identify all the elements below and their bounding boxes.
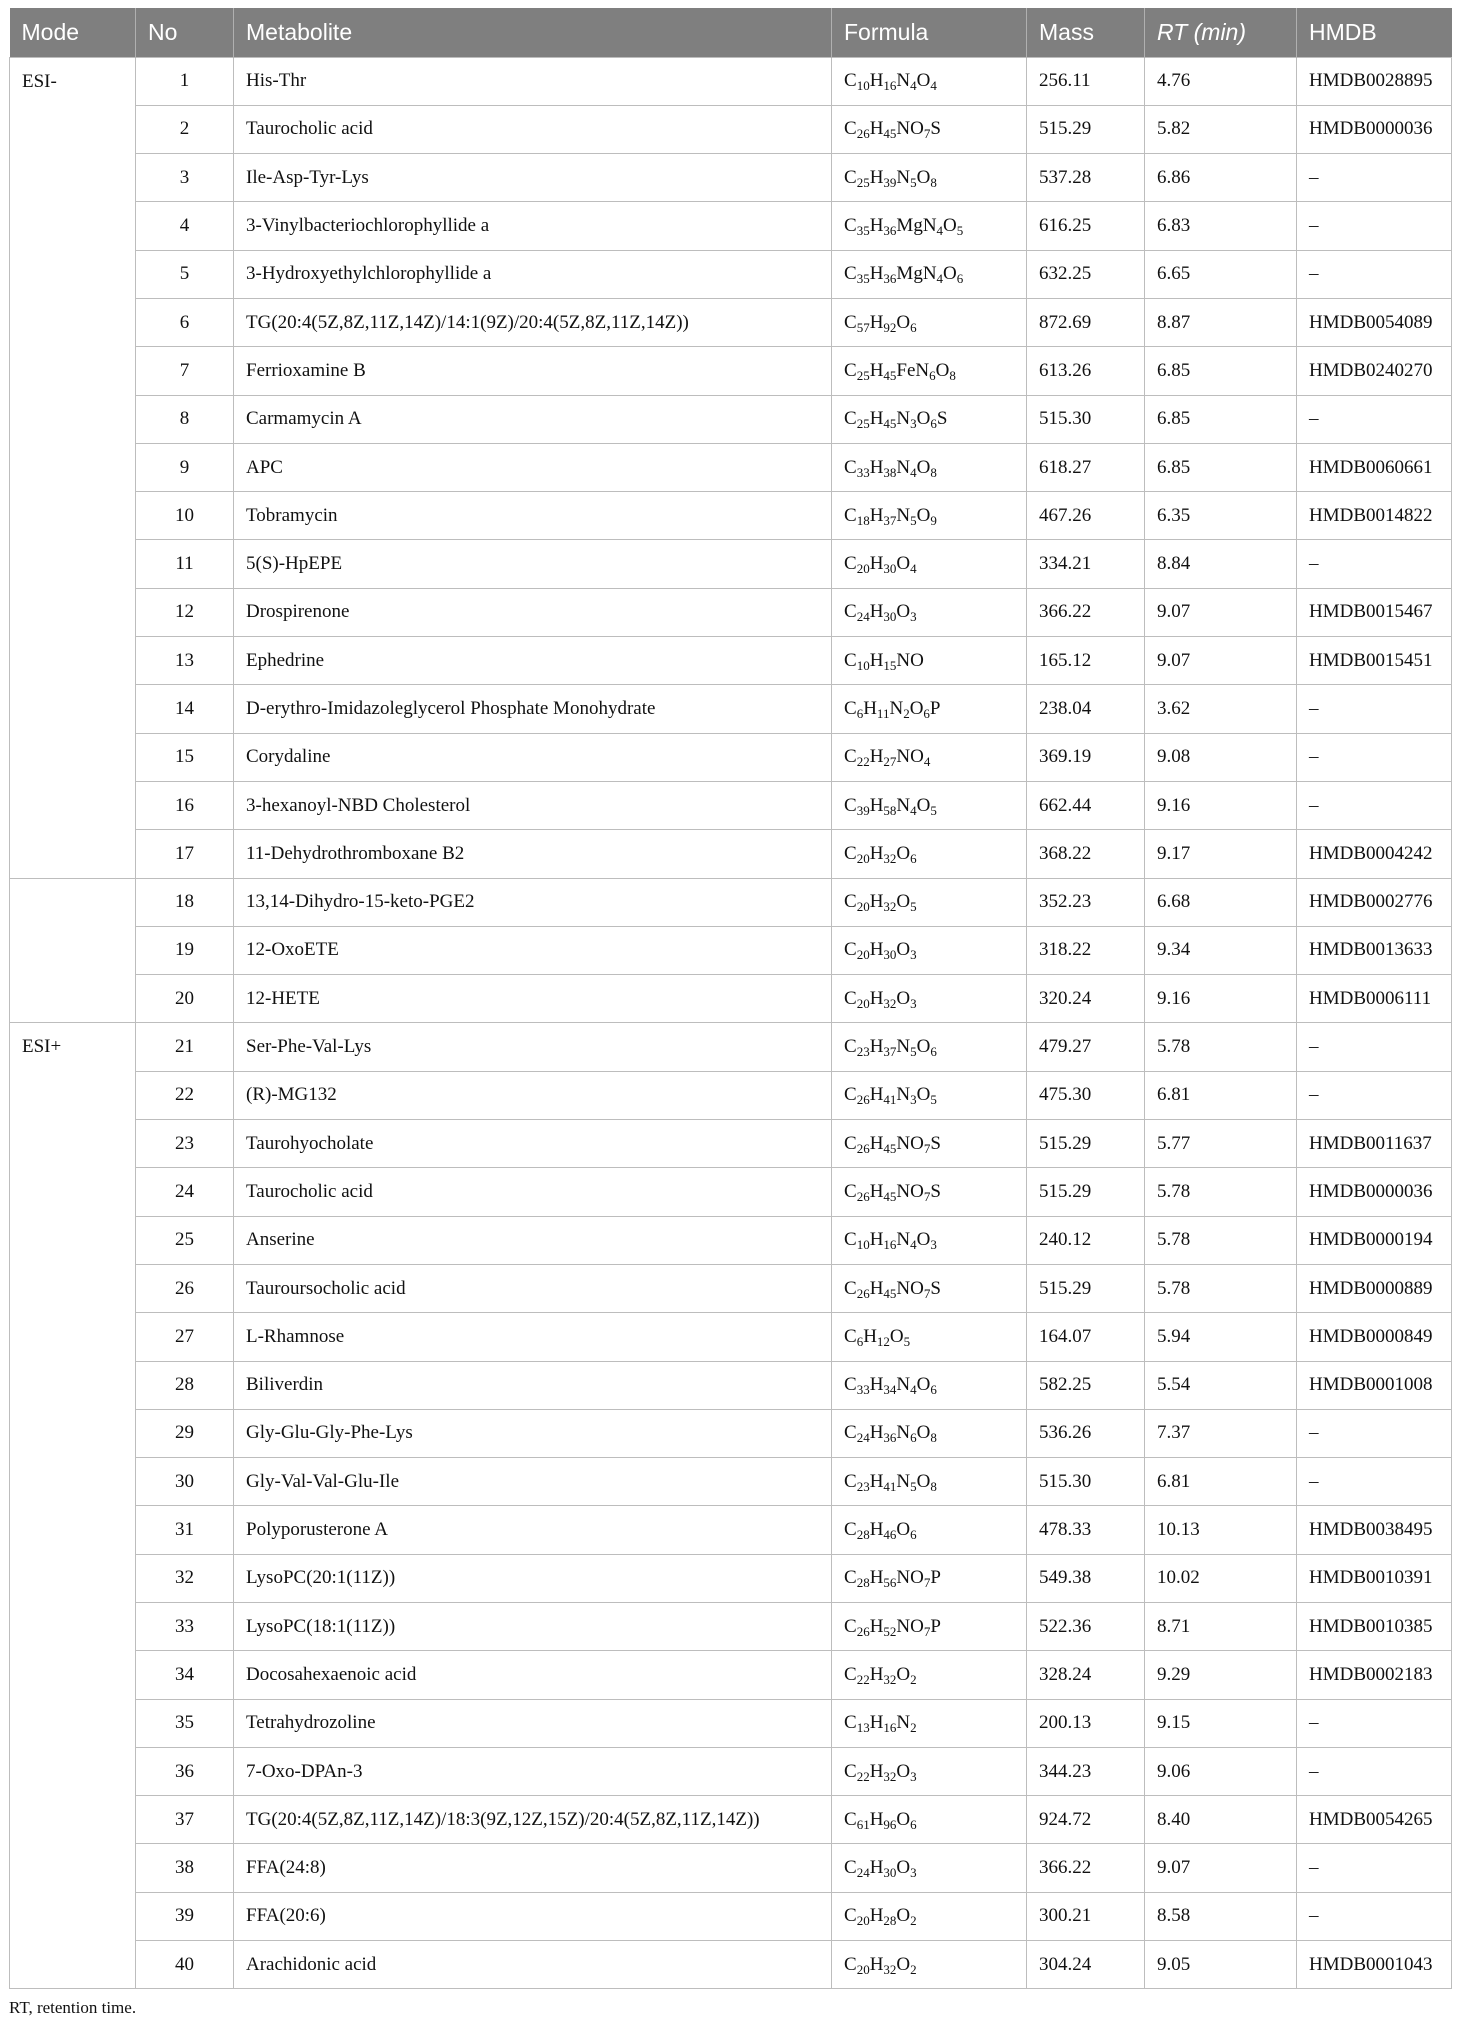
no-cell: 6 <box>136 298 234 346</box>
table-row <box>10 395 1452 443</box>
table-row <box>10 1361 1452 1409</box>
rt-cell: 6.81 <box>1145 1458 1297 1506</box>
table-row <box>10 492 1452 540</box>
rt-cell: 9.29 <box>1145 1651 1297 1699</box>
header-mass: Mass <box>1027 8 1145 57</box>
metabolite-cell: Ser-Phe-Val-Lys <box>234 1023 832 1071</box>
hmdb-cell: HMDB0001043 <box>1297 1941 1452 1989</box>
mass-cell: 328.24 <box>1027 1651 1145 1699</box>
metabolite-cell: 11-Dehydrothromboxane B2 <box>234 830 832 878</box>
metabolite-cell: Taurocholic acid <box>234 105 832 153</box>
rt-cell: 6.85 <box>1145 443 1297 491</box>
metabolite-cell: Ephedrine <box>234 637 832 685</box>
no-cell: 30 <box>136 1458 234 1506</box>
hmdb-cell: HMDB0000194 <box>1297 1216 1452 1264</box>
no-cell: 39 <box>136 1892 234 1940</box>
no-cell: 20 <box>136 975 234 1023</box>
formula-cell: $C_6H_{12}O_5$ <box>832 1313 1027 1361</box>
no-cell: 28 <box>136 1361 234 1409</box>
mass-cell: 872.69 <box>1027 298 1145 346</box>
metabolite-cell: Tauroursocholic acid <box>234 1264 832 1312</box>
header-formula: Formula <box>832 8 1027 57</box>
metabolite-cell: Gly-Glu-Gly-Phe-Lys <box>234 1409 832 1457</box>
metabolite-cell: 3-Vinylbacteriochlorophyllide a <box>234 202 832 250</box>
hmdb-cell: HMDB0014822 <box>1297 492 1452 540</box>
formula-cell: $C_{61}H_{96}O_6$ <box>832 1796 1027 1844</box>
mass-cell: 352.23 <box>1027 878 1145 926</box>
hmdb-cell: HMDB0000036 <box>1297 105 1452 153</box>
no-cell: 1 <box>136 57 234 105</box>
rt-cell: 8.87 <box>1145 298 1297 346</box>
hmdb-cell: – <box>1297 154 1452 202</box>
table-row <box>10 1071 1452 1119</box>
formula-cell: $C_{25}H_{45}FeN_6O_8$ <box>832 347 1027 395</box>
table-row <box>10 250 1452 298</box>
mass-cell: 515.29 <box>1027 1120 1145 1168</box>
rt-cell: 9.07 <box>1145 637 1297 685</box>
formula-cell: $C_{20}H_{32}O_3$ <box>832 975 1027 1023</box>
formula-cell: $C_{57}H_{92}O_6$ <box>832 298 1027 346</box>
rt-cell: 9.16 <box>1145 975 1297 1023</box>
metabolite-cell: Arachidonic acid <box>234 1941 832 1989</box>
table-row <box>10 1699 1452 1747</box>
table-row <box>10 443 1452 491</box>
mass-cell: 200.13 <box>1027 1699 1145 1747</box>
rt-cell: 8.40 <box>1145 1796 1297 1844</box>
hmdb-cell: – <box>1297 540 1452 588</box>
header-mode: Mode <box>10 8 136 57</box>
table-header <box>10 8 1452 57</box>
metabolite-cell: Corydaline <box>234 733 832 781</box>
no-cell: 24 <box>136 1168 234 1216</box>
header-metabolite: Metabolite <box>234 8 832 57</box>
metabolite-cell: LysoPC(20:1(11Z)) <box>234 1554 832 1602</box>
rt-cell: 8.84 <box>1145 540 1297 588</box>
formula-cell: $C_{39}H_{58}N_4O_5$ <box>832 781 1027 829</box>
mass-cell: 515.30 <box>1027 1458 1145 1506</box>
table-row <box>10 1409 1452 1457</box>
table-container <box>9 8 1451 1989</box>
table-row <box>10 975 1452 1023</box>
table-row <box>10 1892 1452 1940</box>
table-row <box>10 1651 1452 1699</box>
mass-cell: 479.27 <box>1027 1023 1145 1071</box>
rt-cell: 5.78 <box>1145 1216 1297 1264</box>
no-cell: 7 <box>136 347 234 395</box>
hmdb-cell: – <box>1297 1071 1452 1119</box>
metabolite-cell: Biliverdin <box>234 1361 832 1409</box>
hmdb-cell: HMDB0000849 <box>1297 1313 1452 1361</box>
table-body <box>10 57 1452 1989</box>
hmdb-cell: HMDB0028895 <box>1297 57 1452 105</box>
mass-cell: 536.26 <box>1027 1409 1145 1457</box>
no-cell: 15 <box>136 733 234 781</box>
rt-cell: 10.13 <box>1145 1506 1297 1554</box>
formula-cell: $C_{20}H_{32}O_5$ <box>832 878 1027 926</box>
rt-cell: 9.07 <box>1145 588 1297 636</box>
rt-cell: 6.85 <box>1145 347 1297 395</box>
hmdb-cell: HMDB0002183 <box>1297 1651 1452 1699</box>
formula-cell: $C_{13}H_{16}N_2$ <box>832 1699 1027 1747</box>
table-row <box>10 1941 1452 1989</box>
metabolite-cell: 13,14-Dihydro-15-keto-PGE2 <box>234 878 832 926</box>
hmdb-cell: HMDB0015467 <box>1297 588 1452 636</box>
metabolite-cell: Tobramycin <box>234 492 832 540</box>
formula-cell: $C_{28}H_{56}NO_7P$ <box>832 1554 1027 1602</box>
metabolite-cell: Ferrioxamine B <box>234 347 832 395</box>
table-row <box>10 830 1452 878</box>
hmdb-cell: – <box>1297 250 1452 298</box>
no-cell: 29 <box>136 1409 234 1457</box>
mass-cell: 240.12 <box>1027 1216 1145 1264</box>
metabolite-cell: 12-OxoETE <box>234 926 832 974</box>
table-row <box>10 105 1452 153</box>
table-row <box>10 154 1452 202</box>
formula-cell: $C_{20}H_{32}O_2$ <box>832 1941 1027 1989</box>
no-cell: 26 <box>136 1264 234 1312</box>
no-cell: 38 <box>136 1844 234 1892</box>
table-row <box>10 1603 1452 1651</box>
formula-cell: $C_{24}H_{30}O_3$ <box>832 588 1027 636</box>
hmdb-cell: HMDB0060661 <box>1297 443 1452 491</box>
hmdb-cell: HMDB0001008 <box>1297 1361 1452 1409</box>
header-hmdb: HMDB <box>1297 8 1452 57</box>
metabolite-cell: His-Thr <box>234 57 832 105</box>
mass-cell: 613.26 <box>1027 347 1145 395</box>
no-cell: 27 <box>136 1313 234 1361</box>
metabolite-cell: Polyporusterone A <box>234 1506 832 1554</box>
table-row <box>10 347 1452 395</box>
hmdb-cell: – <box>1297 1844 1452 1892</box>
no-cell: 40 <box>136 1941 234 1989</box>
no-cell: 17 <box>136 830 234 878</box>
table-row <box>10 1747 1452 1795</box>
formula-cell: $C_{20}H_{30}O_3$ <box>832 926 1027 974</box>
metabolite-cell: TG(20:4(5Z,8Z,11Z,14Z)/18:3(9Z,12Z,15Z)/20:4(5Z,8Z,11Z,14Z)) <box>234 1796 832 1844</box>
no-cell: 23 <box>136 1120 234 1168</box>
hmdb-cell: HMDB0000036 <box>1297 1168 1452 1216</box>
no-cell: 5 <box>136 250 234 298</box>
formula-cell: $C_{23}H_{41}N_5O_8$ <box>832 1458 1027 1506</box>
metabolite-cell: 3-Hydroxyethylchlorophyllide a <box>234 250 832 298</box>
hmdb-cell: HMDB0054265 <box>1297 1796 1452 1844</box>
formula-cell: $C_{35}H_{36}MgN_4O_5$ <box>832 202 1027 250</box>
mass-cell: 618.27 <box>1027 443 1145 491</box>
hmdb-cell: HMDB0006111 <box>1297 975 1452 1023</box>
metabolite-cell: Taurocholic acid <box>234 1168 832 1216</box>
metabolite-cell: TG(20:4(5Z,8Z,11Z,14Z)/14:1(9Z)/20:4(5Z,8Z,11Z,14Z)) <box>234 298 832 346</box>
rt-cell: 5.82 <box>1145 105 1297 153</box>
metabolite-cell: Ile-Asp-Tyr-Lys <box>234 154 832 202</box>
hmdb-cell: – <box>1297 685 1452 733</box>
hmdb-cell: HMDB0004242 <box>1297 830 1452 878</box>
hmdb-cell: HMDB0038495 <box>1297 1506 1452 1554</box>
no-cell: 13 <box>136 637 234 685</box>
table-row <box>10 878 1452 926</box>
formula-cell: $C_{24}H_{30}O_3$ <box>832 1844 1027 1892</box>
formula-cell: $C_{23}H_{37}N_5O_6$ <box>832 1023 1027 1071</box>
mass-cell: 537.28 <box>1027 154 1145 202</box>
rt-cell: 8.58 <box>1145 1892 1297 1940</box>
hmdb-cell: – <box>1297 202 1452 250</box>
header-no: No <box>136 8 234 57</box>
mass-cell: 368.22 <box>1027 830 1145 878</box>
rt-cell: 8.71 <box>1145 1603 1297 1651</box>
no-cell: 12 <box>136 588 234 636</box>
hmdb-cell: HMDB0011637 <box>1297 1120 1452 1168</box>
mass-cell: 467.26 <box>1027 492 1145 540</box>
rt-cell: 9.07 <box>1145 1844 1297 1892</box>
rt-cell: 5.77 <box>1145 1120 1297 1168</box>
hmdb-cell: HMDB0054089 <box>1297 298 1452 346</box>
hmdb-cell: – <box>1297 1458 1452 1506</box>
formula-cell: $C_{22}H_{32}O_2$ <box>832 1651 1027 1699</box>
no-cell: 35 <box>136 1699 234 1747</box>
rt-cell: 9.05 <box>1145 1941 1297 1989</box>
table-row <box>10 781 1452 829</box>
metabolite-cell: FFA(24:8) <box>234 1844 832 1892</box>
metabolite-cell: 5(S)-HpEPE <box>234 540 832 588</box>
no-cell: 34 <box>136 1651 234 1699</box>
rt-cell: 5.78 <box>1145 1264 1297 1312</box>
hmdb-cell: HMDB0002776 <box>1297 878 1452 926</box>
mass-cell: 662.44 <box>1027 781 1145 829</box>
mass-cell: 515.29 <box>1027 1168 1145 1216</box>
rt-cell: 6.85 <box>1145 395 1297 443</box>
table-row <box>10 540 1452 588</box>
table-row <box>10 1168 1452 1216</box>
metabolite-cell: APC <box>234 443 832 491</box>
rt-cell: 7.37 <box>1145 1409 1297 1457</box>
mass-cell: 320.24 <box>1027 975 1145 1023</box>
metabolite-cell: Anserine <box>234 1216 832 1264</box>
formula-cell: $C_6H_{11}N_2O_6P$ <box>832 685 1027 733</box>
mass-cell: 366.22 <box>1027 1844 1145 1892</box>
hmdb-cell: – <box>1297 733 1452 781</box>
rt-cell: 5.78 <box>1145 1168 1297 1216</box>
mass-cell: 238.04 <box>1027 685 1145 733</box>
hmdb-cell: HMDB0000889 <box>1297 1264 1452 1312</box>
metabolite-cell: D-erythro-Imidazoleglycerol Phosphate Monohydrate <box>234 685 832 733</box>
metabolite-cell: LysoPC(18:1(11Z)) <box>234 1603 832 1651</box>
formula-cell: $C_{26}H_{45}NO_7S$ <box>832 105 1027 153</box>
metabolite-cell: Docosahexaenoic acid <box>234 1651 832 1699</box>
formula-cell: $C_{10}H_{15}NO$ <box>832 637 1027 685</box>
no-cell: 22 <box>136 1071 234 1119</box>
formula-cell: $C_{28}H_{46}O_6$ <box>832 1506 1027 1554</box>
mass-cell: 165.12 <box>1027 637 1145 685</box>
mass-cell: 632.25 <box>1027 250 1145 298</box>
rt-cell: 6.35 <box>1145 492 1297 540</box>
no-cell: 4 <box>136 202 234 250</box>
hmdb-cell: HMDB0010391 <box>1297 1554 1452 1602</box>
rt-cell: 6.86 <box>1145 154 1297 202</box>
mass-cell: 334.21 <box>1027 540 1145 588</box>
table-row <box>10 588 1452 636</box>
rt-cell: 6.81 <box>1145 1071 1297 1119</box>
formula-cell: $C_{10}H_{16}N_4O_4$ <box>832 57 1027 105</box>
table-row <box>10 298 1452 346</box>
hmdb-cell: HMDB0240270 <box>1297 347 1452 395</box>
table-row <box>10 1844 1452 1892</box>
rt-cell: 9.16 <box>1145 781 1297 829</box>
mass-cell: 924.72 <box>1027 1796 1145 1844</box>
metabolite-cell: Taurohyocholate <box>234 1120 832 1168</box>
mass-cell: 369.19 <box>1027 733 1145 781</box>
no-cell: 33 <box>136 1603 234 1651</box>
mass-cell: 616.25 <box>1027 202 1145 250</box>
rt-cell: 6.68 <box>1145 878 1297 926</box>
hmdb-cell: HMDB0015451 <box>1297 637 1452 685</box>
table-row <box>10 1120 1452 1168</box>
no-cell: 19 <box>136 926 234 974</box>
no-cell: 14 <box>136 685 234 733</box>
hmdb-cell: – <box>1297 781 1452 829</box>
rt-cell: 5.94 <box>1145 1313 1297 1361</box>
formula-cell: $C_{26}H_{45}NO_7S$ <box>832 1120 1027 1168</box>
no-cell: 10 <box>136 492 234 540</box>
formula-cell: $C_{33}H_{34}N_4O_6$ <box>832 1361 1027 1409</box>
table-row <box>10 1264 1452 1312</box>
metabolite-cell: Tetrahydrozoline <box>234 1699 832 1747</box>
no-cell: 16 <box>136 781 234 829</box>
rt-cell: 3.62 <box>1145 685 1297 733</box>
hmdb-cell: – <box>1297 1699 1452 1747</box>
mass-cell: 256.11 <box>1027 57 1145 105</box>
mass-cell: 366.22 <box>1027 588 1145 636</box>
no-cell: 32 <box>136 1554 234 1602</box>
table-row <box>10 926 1452 974</box>
hmdb-cell: – <box>1297 1892 1452 1940</box>
formula-cell: $C_{24}H_{36}N_6O_8$ <box>832 1409 1027 1457</box>
mode-cell <box>10 878 136 1023</box>
mode-cell: ESI+ <box>10 1023 136 1989</box>
no-cell: 37 <box>136 1796 234 1844</box>
metabolite-cell: Drospirenone <box>234 588 832 636</box>
rt-cell: 9.06 <box>1145 1747 1297 1795</box>
metabolite-table <box>9 8 1452 1989</box>
rt-cell: 9.08 <box>1145 733 1297 781</box>
formula-cell: $C_{26}H_{45}NO_7S$ <box>832 1168 1027 1216</box>
formula-cell: $C_{25}H_{39}N_5O_8$ <box>832 154 1027 202</box>
mass-cell: 318.22 <box>1027 926 1145 974</box>
mass-cell: 304.24 <box>1027 1941 1145 1989</box>
mass-cell: 344.23 <box>1027 1747 1145 1795</box>
no-cell: 18 <box>136 878 234 926</box>
metabolite-cell: 12-HETE <box>234 975 832 1023</box>
hmdb-cell: – <box>1297 395 1452 443</box>
table-row <box>10 1216 1452 1264</box>
no-cell: 25 <box>136 1216 234 1264</box>
metabolite-cell: 7-Oxo-DPAn-3 <box>234 1747 832 1795</box>
table-row <box>10 1506 1452 1554</box>
mass-cell: 300.21 <box>1027 1892 1145 1940</box>
table-row <box>10 733 1452 781</box>
no-cell: 11 <box>136 540 234 588</box>
formula-cell: $C_{26}H_{41}N_3O_5$ <box>832 1071 1027 1119</box>
formula-cell: $C_{25}H_{45}N_3O_6S$ <box>832 395 1027 443</box>
rt-cell: 5.54 <box>1145 1361 1297 1409</box>
header-rt: RT (min) <box>1145 8 1297 57</box>
formula-cell: $C_{20}H_{32}O_6$ <box>832 830 1027 878</box>
hmdb-cell: – <box>1297 1747 1452 1795</box>
formula-cell: $C_{10}H_{16}N_4O_3$ <box>832 1216 1027 1264</box>
formula-cell: $C_{35}H_{36}MgN_4O_6$ <box>832 250 1027 298</box>
metabolite-cell: Carmamycin A <box>234 395 832 443</box>
metabolite-cell: (R)-MG132 <box>234 1071 832 1119</box>
table-row <box>10 202 1452 250</box>
formula-cell: $C_{20}H_{28}O_2$ <box>832 1892 1027 1940</box>
mass-cell: 478.33 <box>1027 1506 1145 1554</box>
table-row <box>10 1023 1452 1071</box>
table-row <box>10 637 1452 685</box>
formula-cell: $C_{22}H_{27}NO_4$ <box>832 733 1027 781</box>
mass-cell: 164.07 <box>1027 1313 1145 1361</box>
no-cell: 3 <box>136 154 234 202</box>
rt-cell: 9.15 <box>1145 1699 1297 1747</box>
mass-cell: 475.30 <box>1027 1071 1145 1119</box>
formula-cell: $C_{26}H_{52}NO_7P$ <box>832 1603 1027 1651</box>
hmdb-cell: HMDB0013633 <box>1297 926 1452 974</box>
rt-cell: 4.76 <box>1145 57 1297 105</box>
mass-cell: 515.29 <box>1027 105 1145 153</box>
rt-cell: 6.83 <box>1145 202 1297 250</box>
rt-cell: 10.02 <box>1145 1554 1297 1602</box>
mass-cell: 522.36 <box>1027 1603 1145 1651</box>
table-row <box>10 57 1452 105</box>
table-row <box>10 1796 1452 1844</box>
table-row <box>10 1313 1452 1361</box>
mode-cell: ESI- <box>10 57 136 878</box>
formula-cell: $C_{22}H_{32}O_3$ <box>832 1747 1027 1795</box>
metabolite-cell: FFA(20:6) <box>234 1892 832 1940</box>
no-cell: 8 <box>136 395 234 443</box>
no-cell: 36 <box>136 1747 234 1795</box>
hmdb-cell: – <box>1297 1409 1452 1457</box>
hmdb-cell: – <box>1297 1023 1452 1071</box>
no-cell: 31 <box>136 1506 234 1554</box>
rt-cell: 9.17 <box>1145 830 1297 878</box>
table-row <box>10 1458 1452 1506</box>
no-cell: 2 <box>136 105 234 153</box>
metabolite-cell: 3-hexanoyl-NBD Cholesterol <box>234 781 832 829</box>
rt-cell: 6.65 <box>1145 250 1297 298</box>
mass-cell: 549.38 <box>1027 1554 1145 1602</box>
mass-cell: 582.25 <box>1027 1361 1145 1409</box>
table-footnote: RT, retention time. <box>9 1998 137 2017</box>
no-cell: 9 <box>136 443 234 491</box>
rt-cell: 5.78 <box>1145 1023 1297 1071</box>
formula-cell: $C_{20}H_{30}O_4$ <box>832 540 1027 588</box>
table-row <box>10 685 1452 733</box>
formula-cell: $C_{26}H_{45}NO_7S$ <box>832 1264 1027 1312</box>
no-cell: 21 <box>136 1023 234 1071</box>
hmdb-cell: HMDB0010385 <box>1297 1603 1452 1651</box>
mass-cell: 515.29 <box>1027 1264 1145 1312</box>
metabolite-cell: L-Rhamnose <box>234 1313 832 1361</box>
mass-cell: 515.30 <box>1027 395 1145 443</box>
rt-cell: 9.34 <box>1145 926 1297 974</box>
formula-cell: $C_{33}H_{38}N_4O_8$ <box>832 443 1027 491</box>
formula-cell: $C_{18}H_{37}N_5O_9$ <box>832 492 1027 540</box>
metabolite-cell: Gly-Val-Val-Glu-Ile <box>234 1458 832 1506</box>
table-row <box>10 1554 1452 1602</box>
